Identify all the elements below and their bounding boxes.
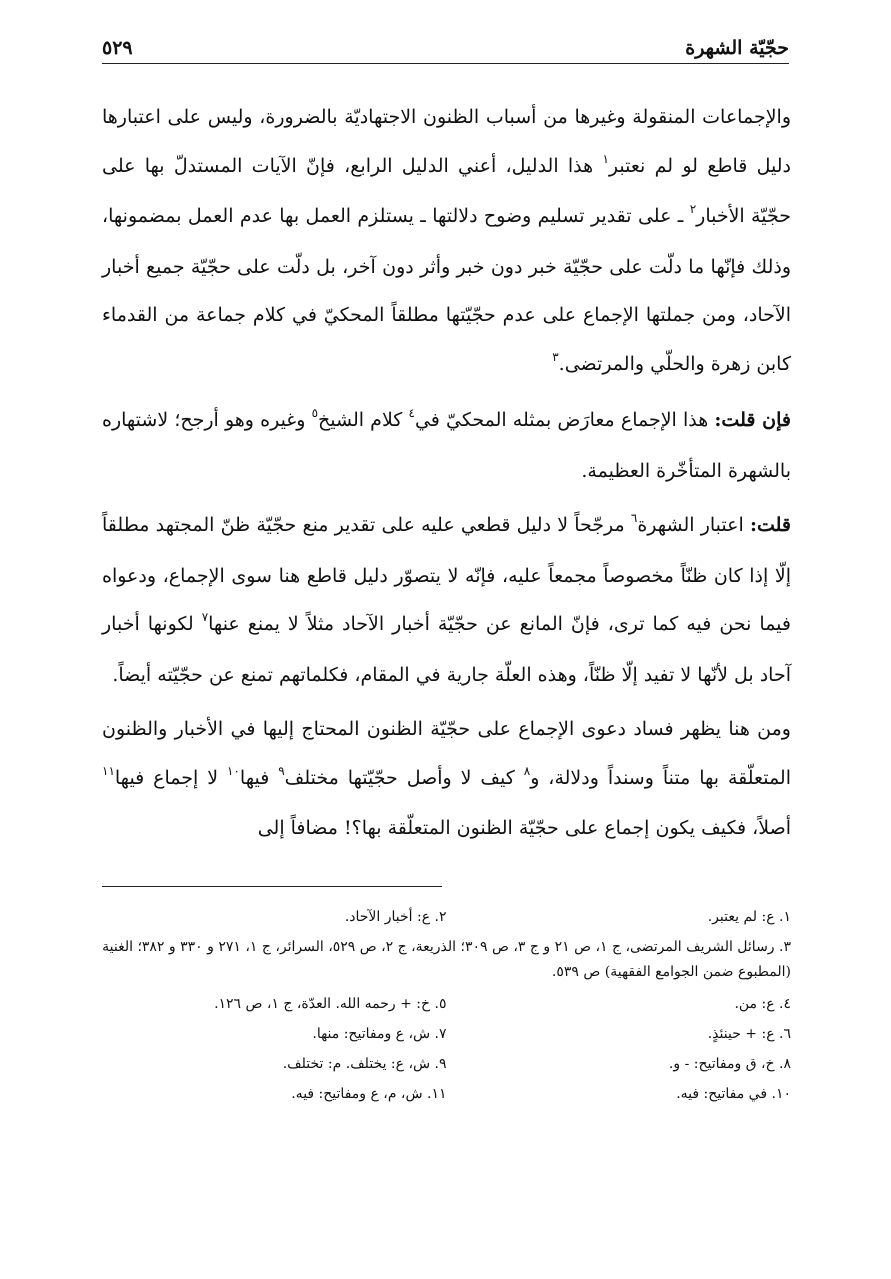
- footnote-ref: ٨: [523, 763, 531, 778]
- footnote-7: ٧. ش، ع ومفاتيح: منها.: [312, 1026, 447, 1042]
- text-span: وغيره وهو أرجح؛ لاشتهاره بالشهرة المتأخّرة العظيمة.: [102, 409, 791, 482]
- text-span: أصلاً، فكيف يكون إجماع على حجّيّة الظنون المتعلّقة بها؟! مضافاً إلى: [257, 817, 791, 839]
- text-span: لا إجماع فيها: [114, 766, 228, 789]
- footnote-ref: ٩: [278, 763, 285, 778]
- footnote-row: [102, 902, 791, 932]
- footnote-ref: ٢: [689, 202, 697, 216]
- text-span: ومن هنا يظهر فساد دعوى الإجماع على حجّيّة الظنون المحتاج إليها في الأخبار والظنون المتعلّقة بها متناً وسنداً ودلالة، و: [102, 718, 792, 789]
- footnote-9: ٩. ش، ع: يختلف. م: تختلف.: [282, 1056, 447, 1072]
- footnote-8: ٨. خ، ق ومفاتيح: - و.: [668, 1056, 791, 1072]
- footnote-1: ١. ع: لم يعتبر.: [707, 909, 791, 925]
- text-span: كيف لا وأصل حجّيّتها مختلف: [284, 766, 524, 789]
- main-text: [102, 93, 791, 853]
- text-span: كلام الشيخ: [318, 409, 409, 431]
- text-span: ـ على تقدير تسليم وضوح دلالتها ـ يستلزم العمل بها عدم العمل بمضمونها، وذلك فإنّها ما دلّت على حجّيّة خبر دون خبر وأثر دون آخر، بل دلّت على حجّيّة جميع أخبار الآحاد، ومن جملتها الإجماع على عدم حجّيّتها مطلقاً المحكيّ في كلام جماعة من القدماء كابن زهرة والحلّي والمرتضى.: [102, 205, 791, 375]
- footnote-ref: ٦: [630, 511, 638, 525]
- footnote-ref: ١١: [102, 763, 115, 778]
- footnote-2: ٢. ع: أخبار الآحاد.: [344, 909, 447, 925]
- footnote-4: ٤. ع: من.: [734, 996, 791, 1012]
- text-span: هذا الدليل، أعني الدليل الرابع، فإنّ الآيات المستدلّ بها على حجّيّة الأخبار: [102, 154, 791, 227]
- footnote-ref: ٣: [552, 349, 559, 364]
- paragraph-lead: قلت:: [749, 514, 791, 536]
- footnote-row: [102, 1049, 791, 1079]
- paragraph-1: [102, 93, 791, 390]
- footnote-ref: ١٠: [227, 763, 240, 778]
- footnote-ref: ٧: [201, 610, 209, 624]
- footnote-ref: ٤: [408, 406, 415, 420]
- paragraph-lead: فإن قلت:: [714, 409, 791, 431]
- text-span: والإجماعات المنقولة وغيرها من أسباب الظنون الاجتهاديّة بالضرورة، وليس على اعتبارها دليل قاطع لو لم نعتبر: [102, 106, 791, 177]
- running-title: حجّيّة الشهرة: [685, 37, 789, 59]
- text-span: مرجّحاً لا دليل قطعي عليه على تقدير منع حجّيّة ظنّ المجتهد مطلقاً إلّا إذا كان ظنّاً مخصوصاً مجمعاً عليه، فإنّه لا يتصوّر دليل قاطع هنا سوى الإجماع، ودعواه فيما نحن فيه كما ترى، فإنّ المانع عن حجّيّة أخبار الآحاد مثلاً لا يمنع عنها: [102, 514, 792, 635]
- footnote-separator: [102, 886, 442, 887]
- paragraph-4: [102, 705, 791, 853]
- text-span: فيها: [239, 766, 279, 789]
- paragraph-3: [102, 501, 791, 699]
- running-header: [102, 30, 789, 64]
- footnote-3: ٣. رسائل الشريف المرتضى، ج ١، ص ٢١ و ج ٣، ص ٣٠٩؛ الذريعة، ج ٢، ص ٥٢٩، السرائر، ج ١، ٢٧١ و ٣٣٠ و ٣٨٢؛ الغنية (المطبوع ضمن الجوامع الفقهية) ص ٥٣٩.: [102, 939, 791, 980]
- text-span: اعتبار الشهرة: [637, 514, 750, 536]
- footnote-row: [102, 1019, 791, 1049]
- footnote-row: [102, 1079, 791, 1109]
- text-span: لكونها أخبار آحاد بل لأنّها لا تفيد إلّا ظنّاً، وهذه العلّة جارية في المقام، فكلماتهم تمنع عن حجّيّته أيضاً.: [102, 613, 791, 686]
- paragraph-2: [102, 396, 791, 495]
- footnote-11: ١١. ش، م، ع ومفاتيح: فيه.: [291, 1086, 447, 1102]
- text-span: هذا الإجماع معارَض بمثله المحكيّ في: [414, 409, 715, 431]
- footnote-ref: ١: [602, 151, 609, 166]
- footnote-10: ١٠. في مفاتيح: فيه.: [676, 1086, 791, 1102]
- footnote-5: ٥. خ: + رحمه الله. العدّة، ج ١، ص ١٢٦.: [214, 996, 447, 1012]
- footnote-6: ٦. ع: + حينئذٍ.: [707, 1026, 791, 1042]
- footnote-ref: ٥: [311, 406, 319, 420]
- page-number: ٥٢٩: [102, 37, 133, 59]
- footnote-row: [102, 989, 791, 1019]
- footnotes: [102, 902, 791, 1109]
